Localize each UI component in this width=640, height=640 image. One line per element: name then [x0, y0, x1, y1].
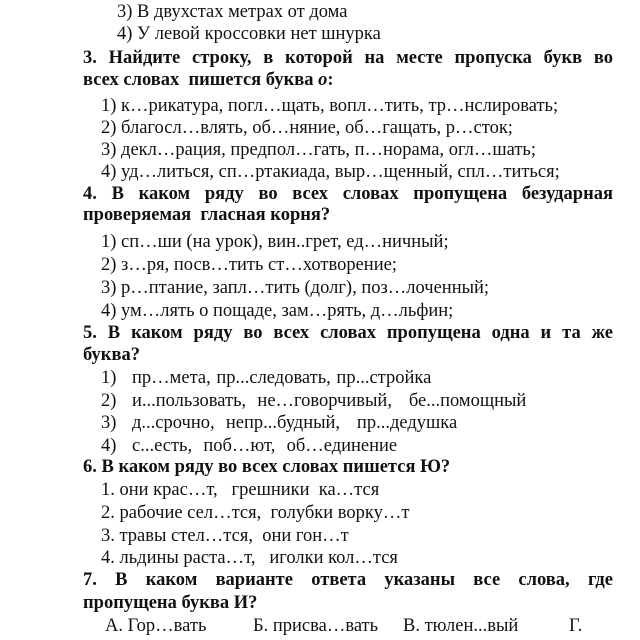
question-4-title: 4. В каком ряду во всех словах пропущена безударная [83, 184, 613, 204]
question-3-option: 4) уд…литься, сп…ртакиада, выр…щенный, спл…титься; [101, 162, 560, 182]
question-7-title-cont: пропущена буква И? [83, 593, 258, 613]
question-5-option [101, 367, 431, 389]
question-4-title-cont: проверяемая гласная корня? [83, 205, 331, 225]
question-3-option: 3) декл…рация, предпол…гать, п…норама, огл…шать; [101, 140, 536, 160]
question-3-title: 3. Найдите строку, в которой на месте пропуска букв во [83, 48, 613, 68]
question-7-option-d: Г. [569, 616, 583, 636]
question-text: всех словах пишется буква [83, 70, 319, 90]
prev-option-4: 4) У левой кроссовки нет шнурка [117, 24, 381, 44]
option-number: 2) [101, 391, 117, 411]
colon: : [327, 70, 334, 90]
question-5-title-cont: буква? [83, 345, 140, 365]
question-3-option: 2) благосл…влять, об…няние, об…гащать, р…сток; [101, 118, 513, 138]
question-7-option-a: А. Гор…вать [105, 616, 207, 636]
question-3-option: 1) к…рикатура, погл…щать, вопл…тить, тр…нслировать; [101, 96, 559, 116]
option-number: 3) [101, 413, 117, 433]
question-5-option [101, 390, 526, 412]
question-3-title-cont [83, 69, 334, 91]
question-4-option: 3) р…птание, запл…тить (долг), поз…лоченный; [101, 278, 490, 298]
option-text: и...пользовать, не…говорчивый, бе...помощный [132, 391, 527, 411]
question-4-option: 4) ум…лять о пощаде, зам…рять, д…льфин; [101, 301, 454, 321]
question-7-option-c: В. тюлен...вый [403, 616, 519, 636]
question-5-title: 5. В каком ряду во всех словах пропущена одна и та же [83, 323, 613, 343]
question-5-option [101, 435, 397, 457]
option-text: пр…мета, пр...следовать, пр...стройка [132, 368, 432, 388]
option-text: д...срочно, непр...будный, пр...дедушка [132, 413, 458, 433]
question-7-title: 7. В каком варианте ответа указаны все слова, где [83, 570, 613, 590]
question-6-title: 6. В каком ряду во всех словах пишется Ю? [83, 457, 451, 477]
question-4-option: 1) сп…ши (на урок), вин..грет, ед…ничный; [101, 232, 449, 252]
prev-option-3: 3) В двухстах метрах от дома [117, 2, 348, 22]
question-7-option-b: Б. присва…вать [253, 616, 379, 636]
highlight-letter: о [318, 70, 328, 90]
question-5-option [101, 412, 457, 434]
question-6-option: 3. травы стел…тся, они гон…т [101, 526, 349, 546]
question-6-option: 2. рабочие сел…тся, голубки ворку…т [101, 503, 410, 523]
option-number: 1) [101, 368, 117, 388]
question-6-option: 1. они крас…т, грешники ка…тся [101, 480, 380, 500]
option-text: с...есть, поб…ют, об…единение [132, 436, 398, 456]
question-6-option: 4. льдины раста…т, иголки кол…тся [101, 548, 398, 568]
question-4-option: 2) з…ря, посв…тить ст…хотворение; [101, 255, 397, 275]
option-number: 4) [101, 436, 117, 456]
